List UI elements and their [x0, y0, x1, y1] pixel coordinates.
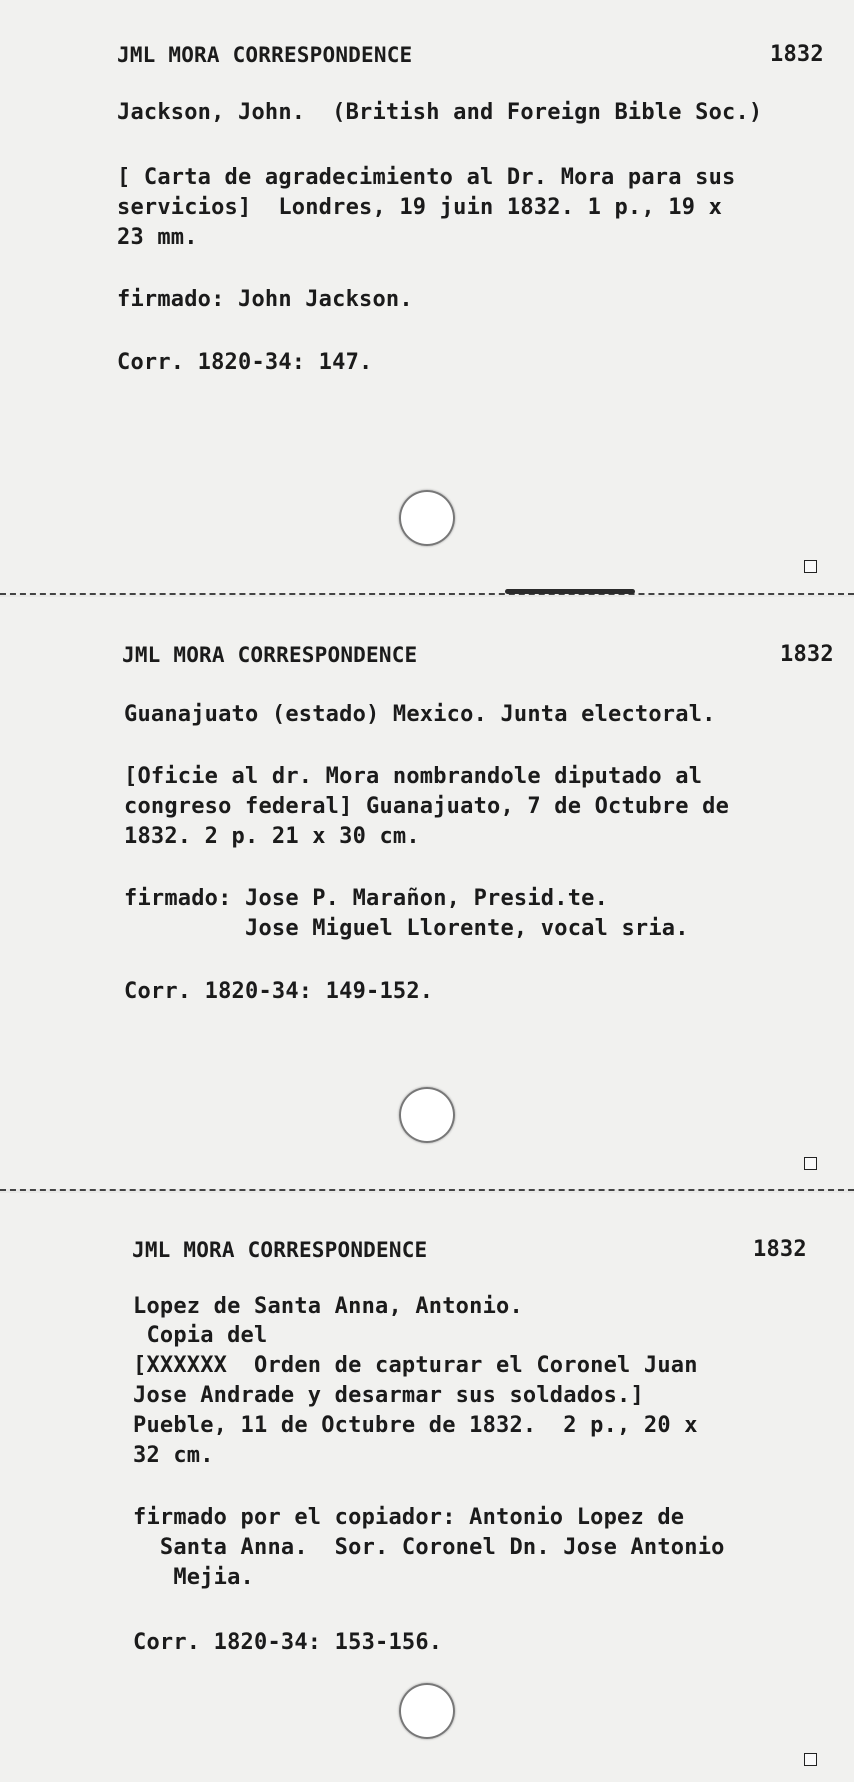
card-description-line: 32 cm.: [133, 1443, 214, 1468]
card-description-line: [ Carta de agradecimiento al Dr. Mora para sus: [117, 165, 736, 190]
punch-hole: [399, 490, 455, 546]
card-separator: [0, 1189, 854, 1191]
card-separator: [0, 593, 854, 595]
ink-smudge: [505, 589, 635, 594]
card-reference: Corr. 1820-34: 149-152.: [124, 979, 434, 1004]
checkbox-mark: [804, 1157, 817, 1170]
card-description-line: 1832. 2 p. 21 x 30 cm.: [124, 824, 420, 849]
card-description-line: congreso federal] Guanajuato, 7 de Octubre de: [124, 794, 730, 819]
card-author: Lopez de Santa Anna, Antonio.: [133, 1294, 523, 1319]
card-header: JML MORA CORRESPONDENCE: [132, 1238, 428, 1262]
card-signature: firmado: John Jackson.: [117, 287, 413, 312]
card-signature: firmado: Jose P. Marañon, Presid.te.: [124, 886, 609, 911]
catalog-card-2: [0, 597, 854, 1189]
card-description-line: servicios] Londres, 19 juin 1832. 1 p., 19 x: [117, 195, 723, 220]
card-description-line: 23 mm.: [117, 225, 198, 250]
card-signature: Santa Anna. Sor. Coronel Dn. Jose Antonio: [133, 1535, 725, 1560]
card-description-line: [XXXXXX Orden de capturar el Coronel Juan: [133, 1353, 698, 1378]
card-year: 1832: [780, 642, 834, 667]
card-reference: Corr. 1820-34: 153-156.: [133, 1630, 443, 1655]
card-header: JML MORA CORRESPONDENCE: [117, 43, 413, 67]
catalog-card-1: [0, 0, 854, 595]
card-description-line: Pueble, 11 de Octubre de 1832. 2 p., 20 x: [133, 1413, 698, 1438]
card-signature: Jose Miguel Llorente, vocal sria.: [124, 916, 689, 941]
card-year: 1832: [753, 1237, 807, 1262]
punch-hole: [399, 1683, 455, 1739]
card-author: Guanajuato (estado) Mexico. Junta electoral.: [124, 702, 716, 727]
checkbox-mark: [804, 560, 817, 573]
card-signature: Mejia.: [133, 1565, 255, 1590]
card-header: JML MORA CORRESPONDENCE: [122, 643, 418, 667]
card-signature: firmado por el copiador: Antonio Lopez de: [133, 1505, 685, 1530]
card-description-line: Jose Andrade y desarmar sus soldados.]: [133, 1383, 644, 1408]
checkbox-mark: [804, 1753, 817, 1766]
catalog-card-3: [0, 1193, 854, 1782]
card-year: 1832: [770, 42, 824, 67]
card-author: Jackson, John. (British and Foreign Bible Soc.): [117, 100, 763, 125]
card-description-line: Copia del: [133, 1323, 268, 1348]
punch-hole: [399, 1087, 455, 1143]
card-reference: Corr. 1820-34: 147.: [117, 350, 373, 375]
card-description-line: [Oficie al dr. Mora nombrandole diputado al: [124, 764, 703, 789]
